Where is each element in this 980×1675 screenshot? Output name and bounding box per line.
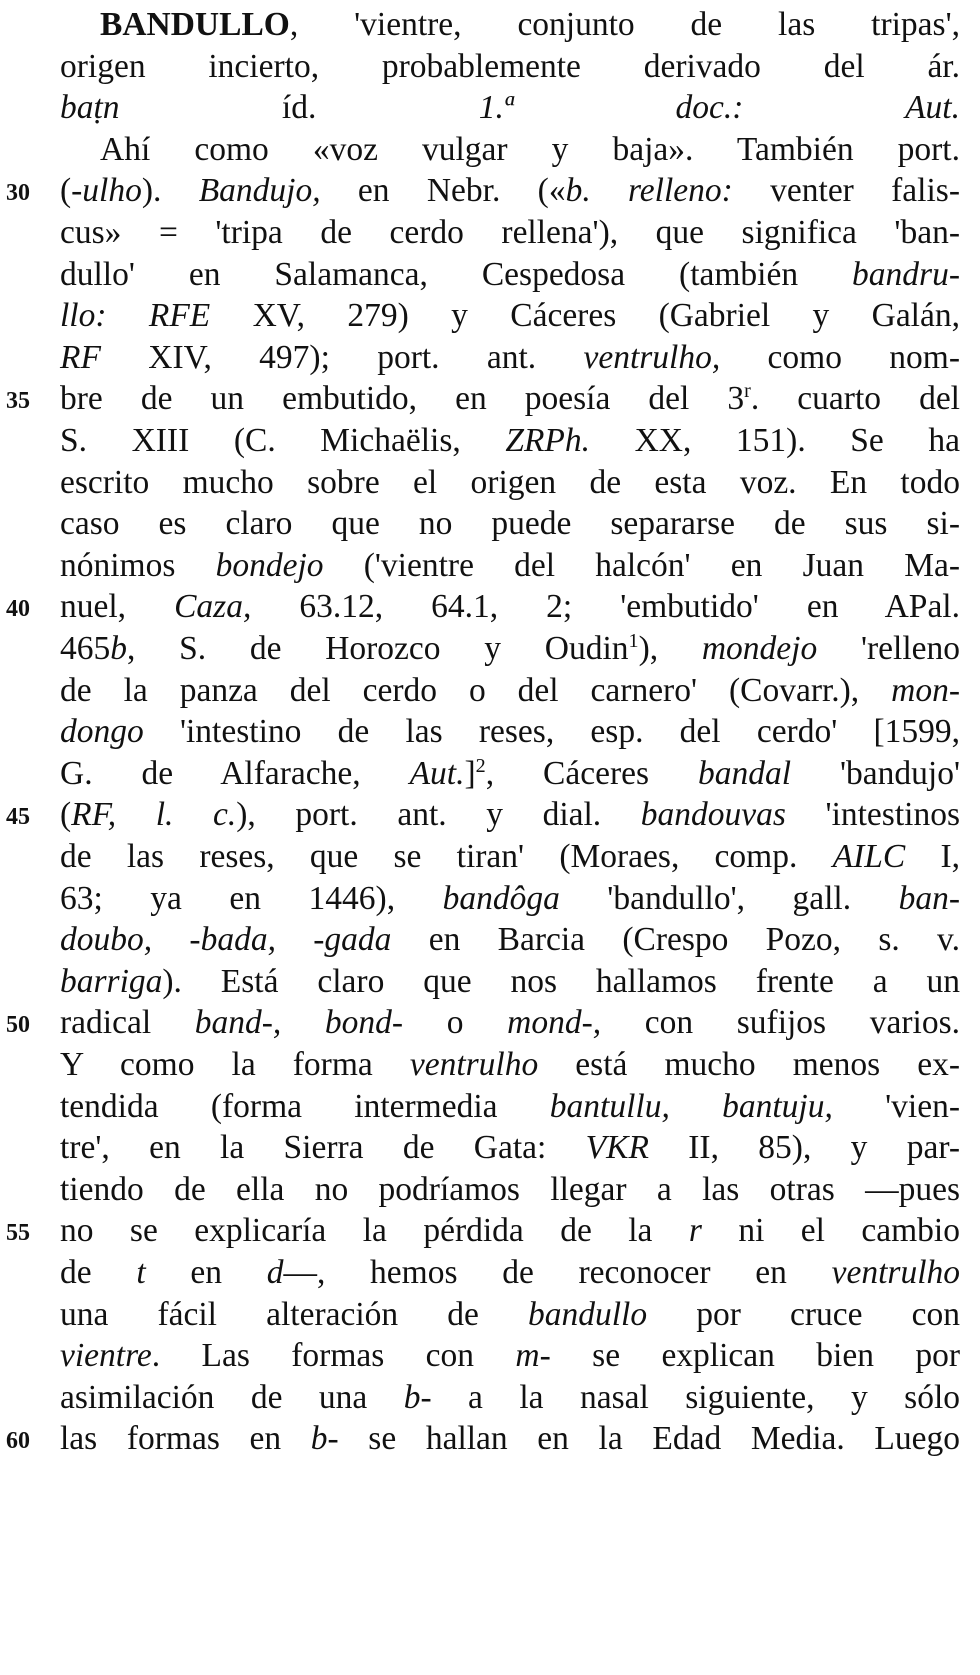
- text-run: venter falis-: [732, 172, 960, 210]
- text-run: 'relleno: [817, 630, 961, 667]
- text-line: [60, 835, 960, 879]
- text-run: I,: [905, 838, 960, 875]
- text-run: de: [60, 1254, 137, 1291]
- text-line: [60, 918, 960, 962]
- text-run: nuel,: [60, 588, 175, 626]
- italic-run: mond-,: [507, 1004, 602, 1042]
- text-run: ('vientre del halcón' en Juan Ma-: [323, 546, 961, 584]
- text-run: ), port. ant. y dial.: [236, 796, 641, 834]
- text-run: ). Está claro que nos hallamos frente a un: [162, 962, 960, 1000]
- text-run: 'vien-: [832, 1087, 960, 1125]
- text-line: [60, 877, 960, 921]
- text-line: [60, 544, 960, 588]
- text-run: 'bandujo': [791, 754, 960, 792]
- text-run: XX, 151). Se ha: [590, 422, 960, 459]
- italic-run: vientre: [60, 1337, 152, 1375]
- text-run: , 'vientre, conjunto de las tripas',: [289, 6, 960, 43]
- text-line: [60, 1085, 960, 1129]
- text-run: bre de un embutido, en poesía del 3: [60, 380, 745, 418]
- italic-run: mon-: [891, 671, 960, 709]
- line-number: 55: [6, 1220, 30, 1247]
- text-line: [60, 1043, 960, 1087]
- text-run: Ahí como «voz vulgar y baja». También port.: [100, 130, 960, 168]
- italic-run: bantullu, bantuju,: [549, 1087, 833, 1125]
- italic-run: bandru-: [852, 255, 960, 293]
- text-run: se explican bien por: [550, 1337, 960, 1375]
- italic-run: Bandujo,: [198, 172, 321, 210]
- text-run: tendida (forma intermedia: [60, 1087, 550, 1125]
- text-run: en Barcia (Crespo Pozo, s. v.: [391, 921, 960, 959]
- text-line: [60, 793, 960, 837]
- text-run: 465: [60, 630, 111, 667]
- italic-run: RF: [60, 338, 101, 376]
- italic-run: llo: RFE: [60, 297, 211, 335]
- italic-run: ventrulho,: [583, 338, 721, 376]
- text-run: de la panza del cerdo o del carnero' (Covarr.),: [60, 671, 892, 709]
- text-run: con sufijos varios.: [601, 1004, 960, 1042]
- text-run: ),: [638, 630, 702, 667]
- text-line: [60, 253, 960, 297]
- line-number: 60: [6, 1428, 30, 1455]
- text-run: escrito mucho sobre el origen de esta voz. En todo: [60, 463, 960, 501]
- italic-run: VKR: [585, 1129, 649, 1167]
- italic-run: dongo: [60, 713, 144, 751]
- italic-run: b-: [310, 1420, 339, 1458]
- text-line: [60, 169, 960, 213]
- text-run: como nom-: [720, 338, 961, 376]
- text-line: [60, 1209, 960, 1253]
- text-run: , Cáceres: [485, 754, 698, 792]
- text-line: [60, 1168, 960, 1212]
- text-run: (: [60, 796, 72, 834]
- line-number: 50: [6, 1012, 30, 1039]
- text-run: . cuarto del: [750, 380, 960, 418]
- text-line: [60, 1001, 960, 1045]
- italic-run: b. relleno:: [565, 172, 733, 210]
- italic-run: bandal: [697, 754, 792, 792]
- text-line: [60, 3, 960, 47]
- italic-run: ventrulho: [831, 1254, 960, 1291]
- italic-run: doubo, -bada, -gada: [60, 921, 392, 959]
- text-line: [60, 752, 960, 796]
- text-line: [60, 377, 960, 421]
- superscript: 1: [628, 629, 639, 652]
- text-run: (: [60, 172, 72, 210]
- text-run: , S. de Horozco y Oudin: [127, 630, 629, 667]
- superscript: r: [744, 380, 751, 403]
- text-run: en: [145, 1254, 267, 1291]
- text-run: II, 85), y par-: [648, 1129, 960, 1167]
- italic-run: r: [688, 1212, 702, 1250]
- headword: BANDULLO: [100, 6, 290, 43]
- entry-run: [100, 6, 960, 43]
- text-run: 63; ya en 1446),: [60, 879, 443, 917]
- text-run: se hallan en la Edad Media. Luego: [338, 1420, 960, 1458]
- text-line: [60, 211, 960, 255]
- text-run: caso es claro que no puede separarse de sus si-: [60, 505, 960, 543]
- text-run: Y como la forma: [60, 1046, 410, 1083]
- text-line: [60, 461, 960, 505]
- italic-run: ventrulho: [409, 1046, 539, 1083]
- text-run: íd.: [119, 89, 479, 127]
- line-number: 45: [6, 804, 30, 831]
- text-run: ).: [141, 172, 199, 210]
- text-run: asimilación de una: [60, 1378, 404, 1416]
- text-run: 'bandullo', gall.: [559, 879, 899, 917]
- text-line: [60, 294, 960, 338]
- text-run: 'intestinos: [785, 796, 960, 834]
- text-run: cus» = 'tripa de cerdo rellena'), que significa 'ban-: [60, 214, 960, 251]
- italic-run: band-, bond-: [194, 1004, 404, 1042]
- italic-run: -ulho: [71, 172, 142, 210]
- text-run: por cruce con: [647, 1295, 960, 1333]
- italic-run: AILC: [832, 838, 906, 875]
- text-line: [60, 960, 960, 1004]
- text-run: dullo' en Salamanca, Cespedosa (también: [60, 255, 853, 293]
- text-run: ni el cambio: [701, 1212, 960, 1250]
- italic-run: mondejo: [701, 630, 818, 667]
- text-run: ]: [464, 754, 476, 792]
- text-run: está mucho menos ex-: [538, 1046, 960, 1083]
- text-line: [60, 669, 960, 713]
- text-line: [60, 1376, 960, 1420]
- italic-run: bandullo: [528, 1295, 648, 1333]
- text-run: XV, 279) y Cáceres (Gabriel y Galán,: [210, 297, 960, 335]
- text-run: tiendo de ella no podríamos llegar a las otras —pues: [60, 1170, 960, 1208]
- italic-run: t: [136, 1254, 146, 1291]
- text-run: en Nebr. («: [320, 172, 566, 210]
- italic-run: b-: [403, 1378, 432, 1416]
- text-run: tre', en la Sierra de Gata:: [60, 1129, 586, 1167]
- text-line: [60, 419, 960, 463]
- text-run: G. de Alfarache,: [60, 754, 410, 792]
- text-run: una fácil alteración de: [60, 1295, 528, 1333]
- text-run: nónimos: [60, 546, 216, 584]
- text-line: [60, 86, 960, 130]
- text-line: [60, 502, 960, 546]
- text-line: [60, 1417, 960, 1461]
- italic-run: RF, l. c.: [71, 796, 237, 834]
- text-line: [60, 1293, 960, 1337]
- text-line: [60, 1334, 960, 1378]
- italic-run: ZRPh.: [505, 422, 591, 459]
- text-run: no se explicaría la pérdida de la: [60, 1212, 689, 1250]
- text-run: 'intestino de las reses, esp. del cerdo' [1599,: [143, 713, 960, 751]
- italic-run: baṭn: [60, 89, 120, 127]
- text-run: las formas en: [60, 1420, 311, 1458]
- text-line: [60, 128, 960, 172]
- text-line: [60, 1126, 960, 1170]
- italic-run: Aut.: [409, 754, 465, 792]
- italic-run: d: [266, 1254, 284, 1291]
- text-run: de las reses, que se tiran' (Moraes, comp.: [60, 838, 833, 875]
- text-run: 63.12, 64.1, 2; 'embutido' en APal.: [251, 588, 960, 626]
- italic-run: bandôga: [442, 879, 560, 917]
- line-number: 40: [6, 596, 30, 623]
- text-run: radical: [60, 1004, 195, 1042]
- text-run: XIV, 497); port. ant.: [100, 338, 584, 376]
- italic-run: m-: [515, 1337, 551, 1375]
- text-line: [60, 585, 960, 629]
- italic-run: ban-: [898, 879, 960, 917]
- line-number: 35: [6, 388, 30, 415]
- italic-run: Caza,: [174, 588, 252, 626]
- italic-run: bandouvas: [640, 796, 786, 834]
- italic-run: barriga: [60, 962, 163, 1000]
- text-line: [60, 45, 960, 89]
- text-run: . Las formas con: [151, 1337, 516, 1375]
- text-line: [60, 1251, 960, 1295]
- text-run: a la nasal siguiente, y sólo: [431, 1378, 961, 1416]
- superscript: 2: [475, 754, 486, 777]
- italic-run: bondejo: [215, 546, 324, 584]
- text-run: S. XIII (C. Michaëlis,: [60, 422, 506, 459]
- italic-run: b: [110, 630, 127, 667]
- text-run: o: [403, 1004, 508, 1042]
- text-run: origen incierto, probablemente derivado del ár.: [60, 47, 960, 85]
- text-line: [60, 627, 960, 671]
- text-line: [60, 710, 960, 754]
- text-line: [60, 336, 960, 380]
- text-run: —, hemos de reconocer en: [283, 1254, 832, 1291]
- italic-run: 1.ª doc.: Aut.: [478, 89, 960, 127]
- line-number: 30: [6, 180, 30, 207]
